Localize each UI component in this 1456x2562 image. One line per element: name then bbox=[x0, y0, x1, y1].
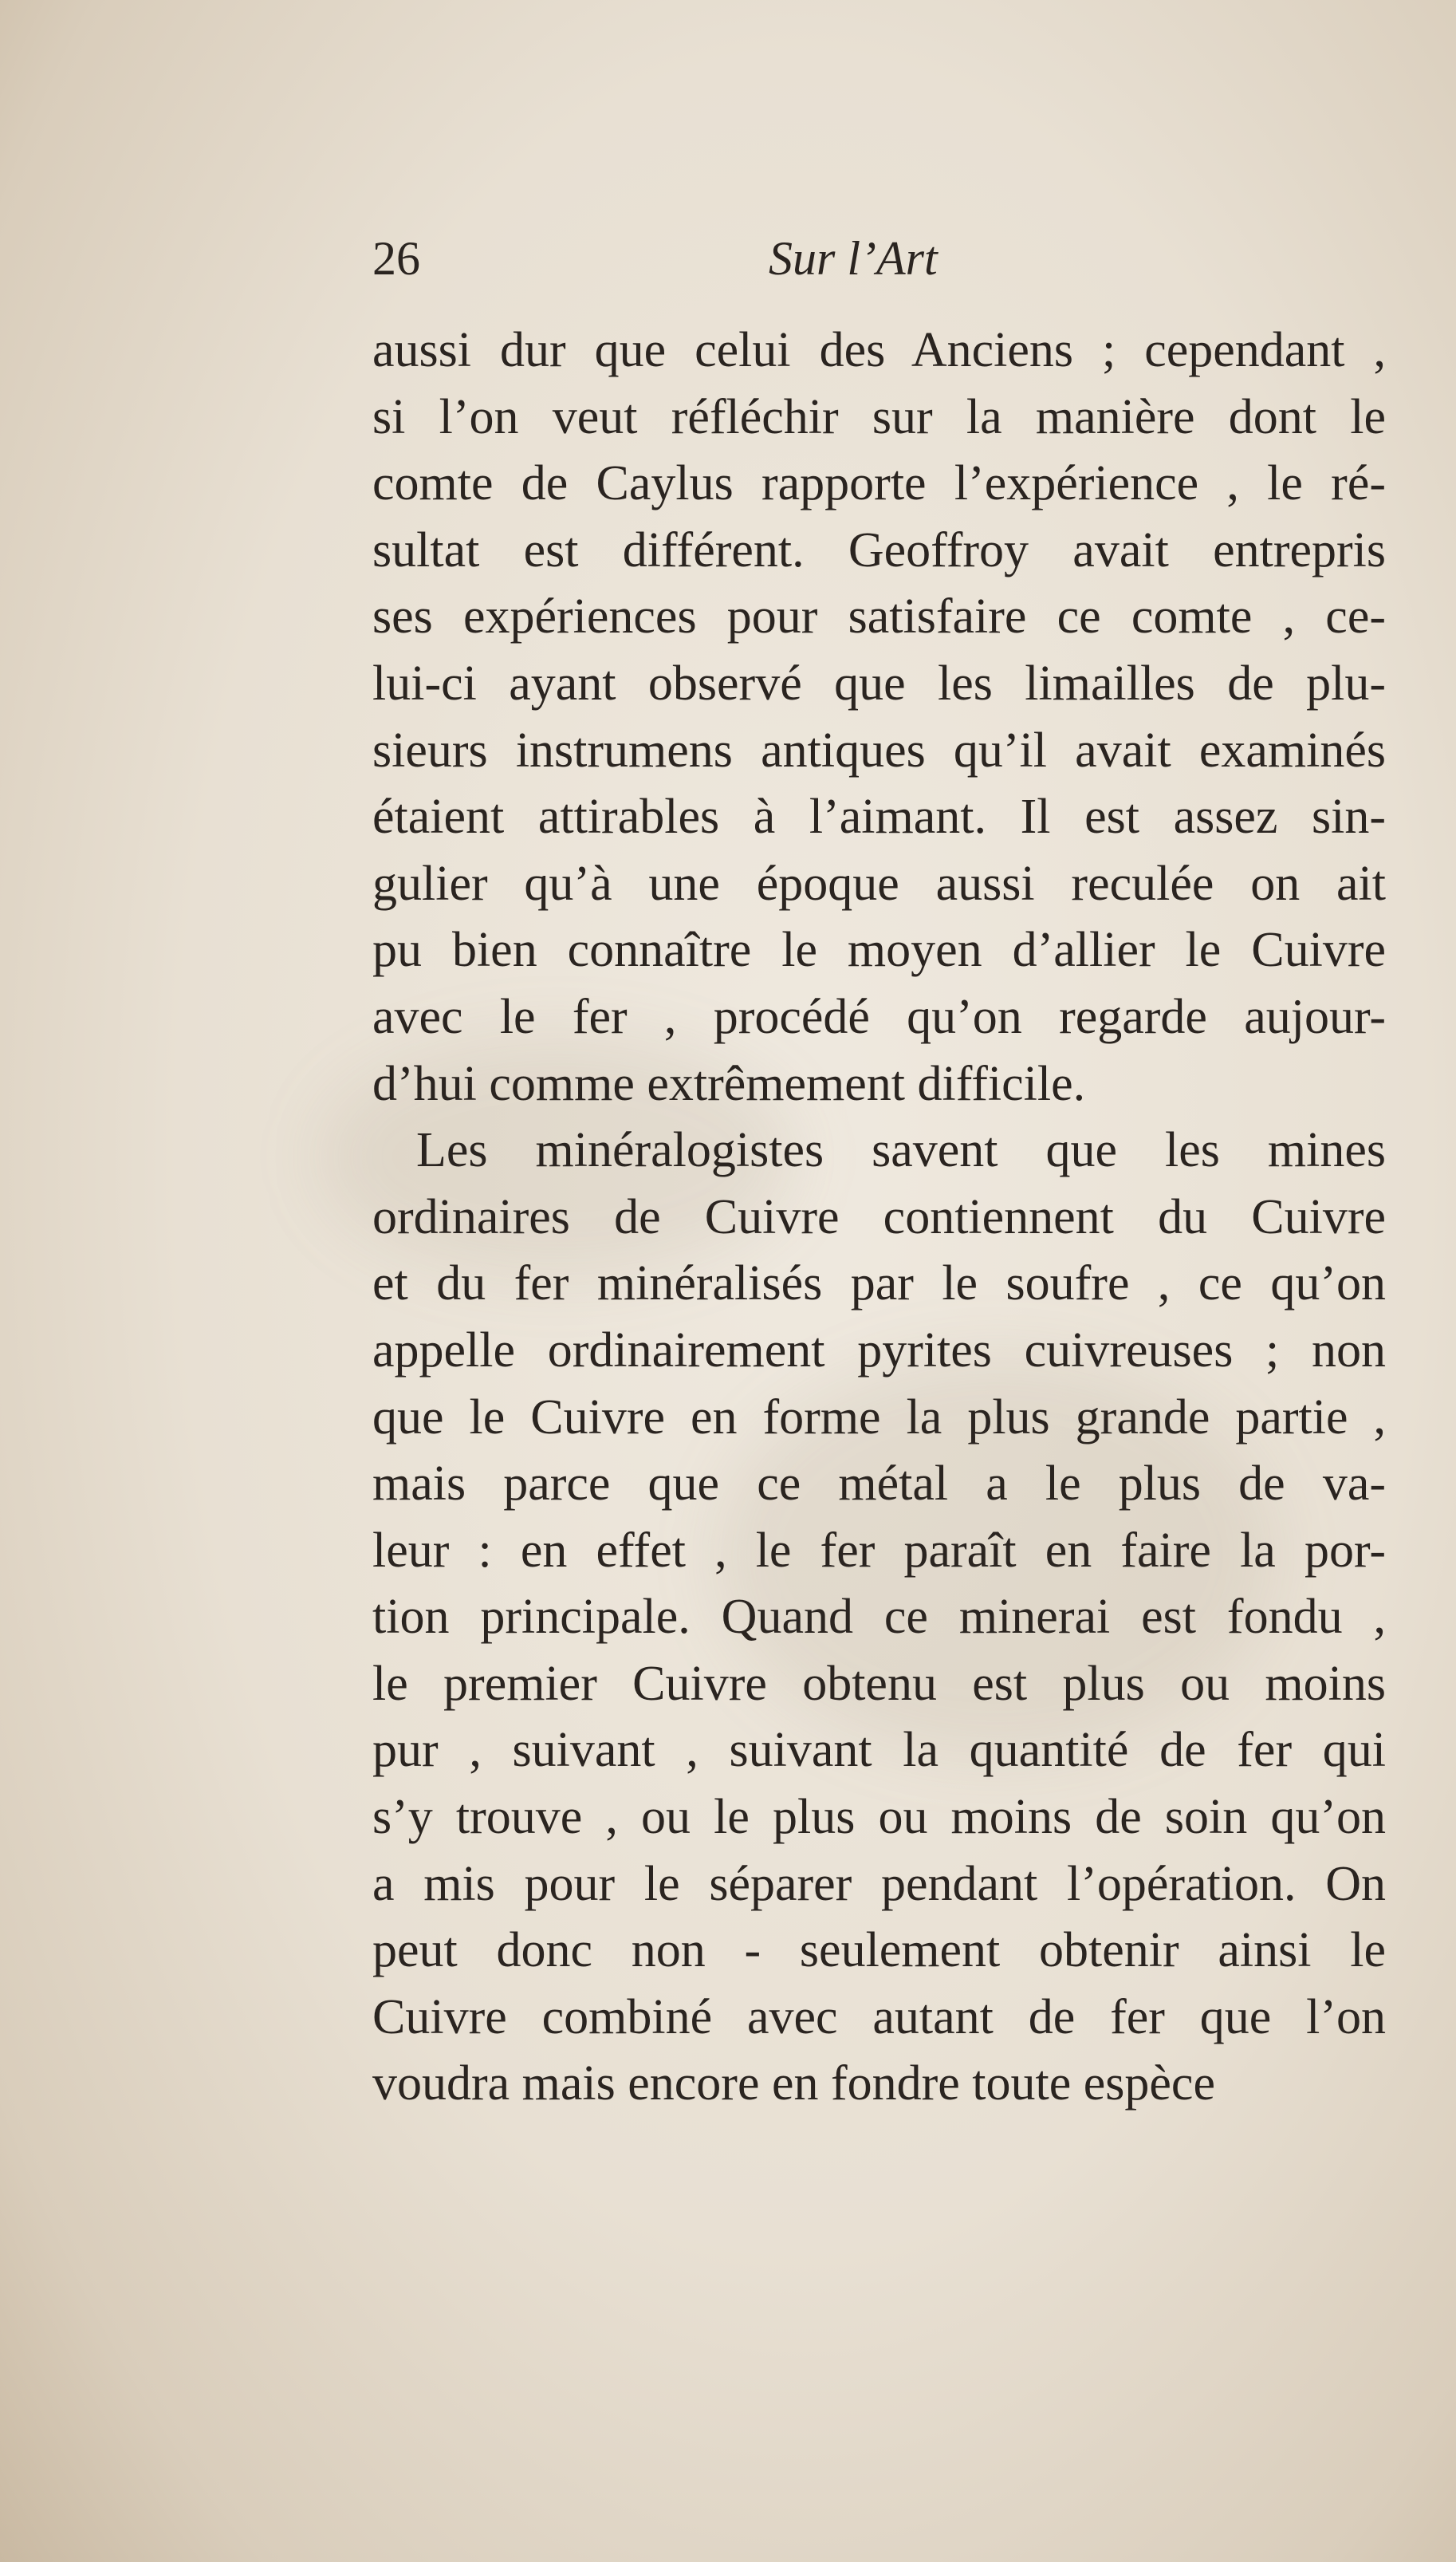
text-line: que le Cuivre en forme la plus grande partie , bbox=[372, 1389, 1386, 1445]
text-line: Les minéralogistes savent que les mines bbox=[416, 1123, 1386, 1178]
text-line: ses expériences pour satisfaire ce comte , ce- bbox=[372, 589, 1386, 644]
text-line: s’y trouve , ou le plus ou moins de soin qu’on bbox=[372, 1790, 1386, 1845]
text-line: aussi dur que celui des Anciens ; cependant , bbox=[372, 323, 1386, 377]
text-line: peut donc non - seulement obtenir ainsi le bbox=[372, 1923, 1386, 1978]
text-line: si l’on veut réfléchir sur la manière dont le bbox=[372, 389, 1386, 444]
text-line: avec le fer , procédé qu’on regarde aujour- bbox=[372, 989, 1386, 1044]
text-line: sultat est différent. Geoffroy avait entrepris bbox=[372, 522, 1386, 577]
text-line: Cuivre combiné avec autant de fer que l’on bbox=[372, 1989, 1386, 2044]
text-line: a mis pour le séparer pendant l’opération. On bbox=[372, 1856, 1386, 1911]
page-body bbox=[372, 317, 1386, 2118]
text-line: gulier qu’à une époque aussi reculée on ait bbox=[372, 856, 1386, 911]
paragraph bbox=[372, 317, 1386, 1117]
text-line: lui-ci ayant observé que les limailles de plu- bbox=[372, 656, 1386, 711]
running-title: Sur l’Art bbox=[769, 232, 938, 285]
text-line: tion principale. Quand ce minerai est fondu , bbox=[372, 1590, 1386, 1645]
text-line: ordinaires de Cuivre contiennent du Cuivre bbox=[372, 1189, 1386, 1244]
text-line: leur : en effet , le fer paraît en faire la por- bbox=[372, 1523, 1386, 1578]
text-line: voudra mais encore en fondre toute espèce bbox=[372, 2056, 1215, 2111]
page-number: 26 bbox=[372, 232, 420, 285]
text-line: le premier Cuivre obtenu est plus ou moins bbox=[372, 1656, 1386, 1711]
text-line: mais parce que ce métal a le plus de va- bbox=[372, 1456, 1386, 1512]
text-line: étaient attirables à l’aimant. Il est assez sin- bbox=[372, 790, 1386, 845]
text-line: pur , suivant , suivant la quantité de fer qui bbox=[372, 1723, 1386, 1778]
paragraph bbox=[372, 1117, 1386, 2118]
text-line: sieurs instrumens antiques qu’il avait examinés bbox=[372, 723, 1386, 778]
text-line: et du fer minéralisés par le soufre , ce qu’on bbox=[372, 1256, 1386, 1311]
text-line: d’hui comme extrêmement difficile. bbox=[372, 1056, 1086, 1111]
text-line: appelle ordinairement pyrites cuivreuses ; non bbox=[372, 1322, 1386, 1378]
text-line: comte de Caylus rapporte l’expérience , le ré- bbox=[372, 456, 1386, 511]
text-line: pu bien connaître le moyen d’allier le Cuivre bbox=[372, 923, 1386, 978]
page-header bbox=[372, 231, 1386, 295]
